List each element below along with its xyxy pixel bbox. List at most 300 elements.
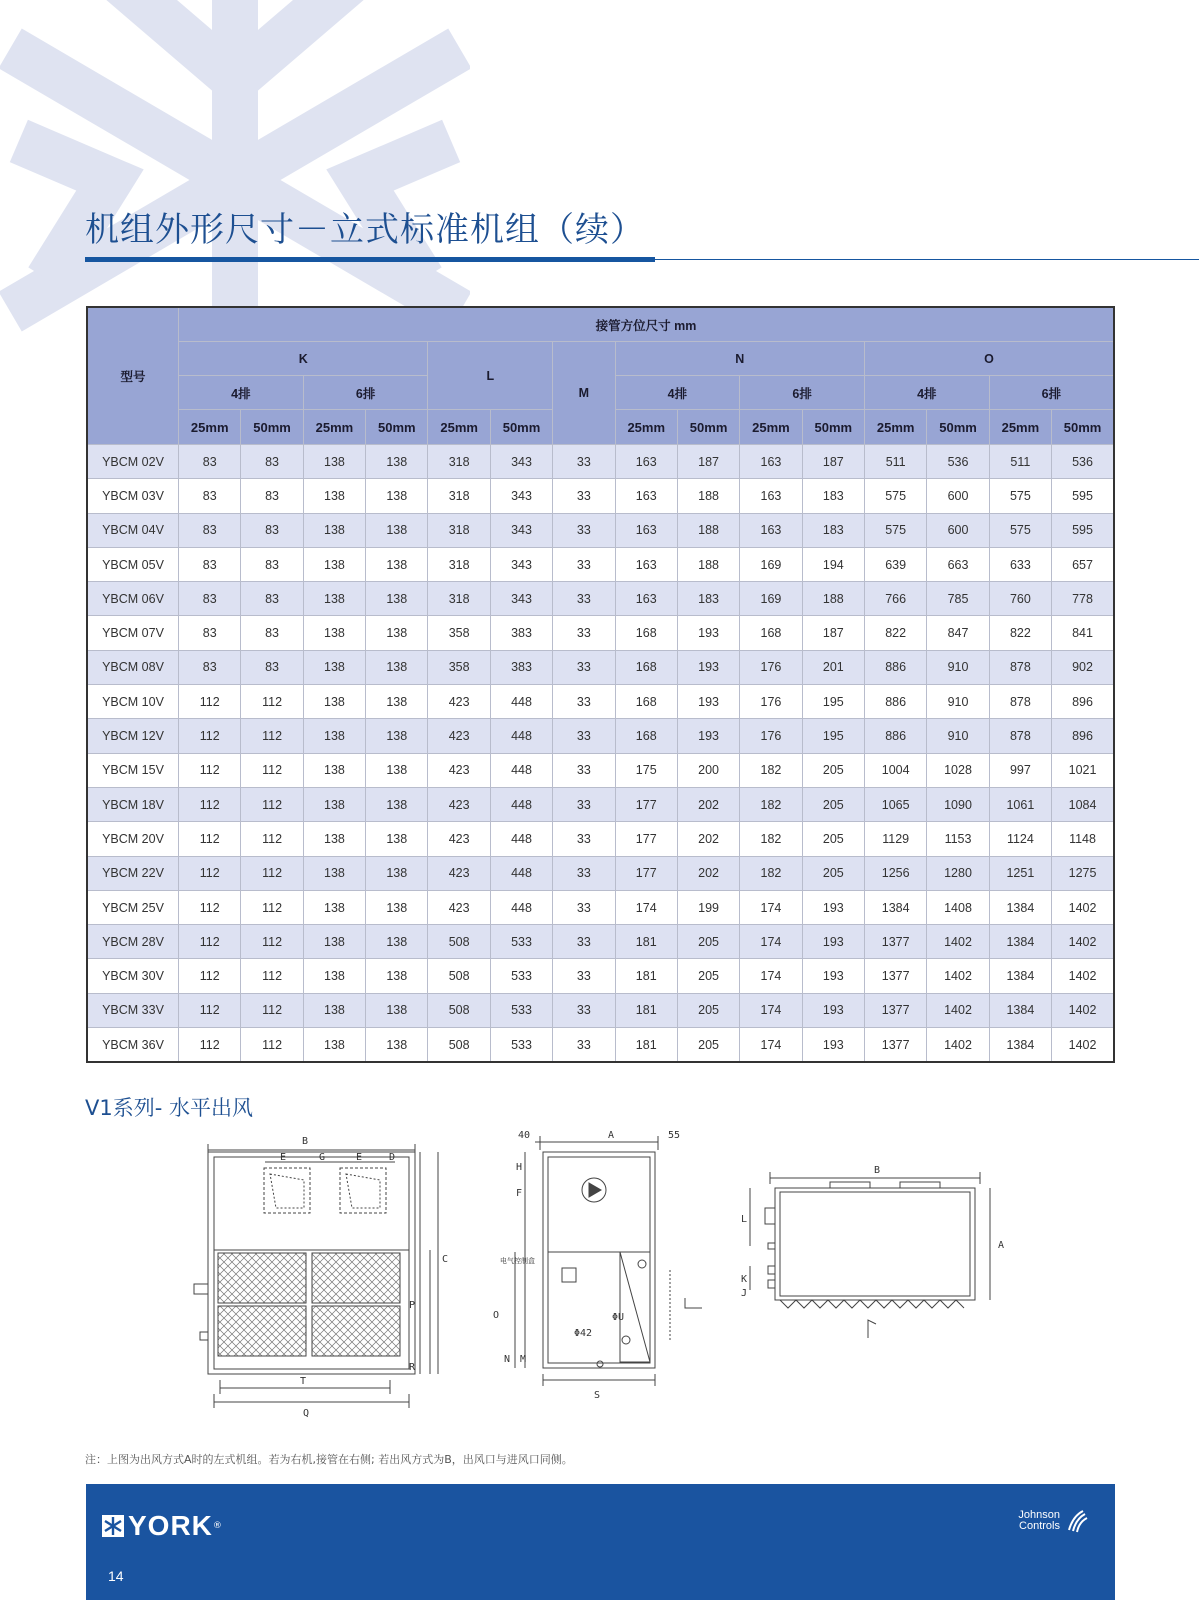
dimension-cell: 138 xyxy=(366,993,428,1027)
model-cell: YBCM 36V xyxy=(87,1028,179,1063)
dimension-cell: 343 xyxy=(490,582,552,616)
dimension-cell: 1402 xyxy=(1052,1028,1114,1063)
dimension-cell: 1402 xyxy=(927,1028,989,1063)
dimension-cell: 182 xyxy=(740,856,802,890)
header-25mm: 25mm xyxy=(428,410,490,445)
dimension-cell: 193 xyxy=(677,685,739,719)
label-f: F xyxy=(516,1188,523,1199)
label-o: O xyxy=(493,1310,500,1321)
dimension-cell: 997 xyxy=(989,753,1051,787)
dimension-cell: 1090 xyxy=(927,787,989,821)
model-cell: YBCM 06V xyxy=(87,582,179,616)
dimension-cell: 138 xyxy=(303,685,365,719)
model-cell: YBCM 18V xyxy=(87,787,179,821)
title-rule-thin xyxy=(655,259,1199,260)
dimension-cell: 83 xyxy=(241,479,303,513)
dimension-cell: 138 xyxy=(303,547,365,581)
header-l: L xyxy=(428,342,553,410)
dimension-cell: 195 xyxy=(802,719,864,753)
dimension-cell: 112 xyxy=(179,822,241,856)
dimension-cell: 183 xyxy=(802,479,864,513)
table-row xyxy=(87,479,1114,513)
dimension-cell: 163 xyxy=(740,445,802,479)
label-a: A xyxy=(608,1130,615,1141)
dimension-drawings xyxy=(180,1130,1040,1450)
dimension-cell: 163 xyxy=(615,513,677,547)
dimension-cell: 1084 xyxy=(1052,787,1114,821)
dimension-cell: 83 xyxy=(241,513,303,547)
dimension-cell: 138 xyxy=(366,582,428,616)
dimension-cell: 1148 xyxy=(1052,822,1114,856)
dimension-cell: 176 xyxy=(740,685,802,719)
table-row xyxy=(87,650,1114,684)
dimension-cell: 174 xyxy=(740,959,802,993)
model-cell: YBCM 25V xyxy=(87,890,179,924)
dimension-cell: 1377 xyxy=(864,993,926,1027)
dimension-cell: 174 xyxy=(740,993,802,1027)
header-o: O xyxy=(864,342,1114,376)
dimension-cell: 138 xyxy=(303,616,365,650)
section-title: V1系列- 水平出风 xyxy=(85,1096,253,1120)
dimension-cell: 33 xyxy=(553,890,615,924)
dimension-cell: 83 xyxy=(179,479,241,513)
dimension-cell: 112 xyxy=(241,959,303,993)
label-s: S xyxy=(594,1390,601,1401)
dimension-cell: 33 xyxy=(553,993,615,1027)
label-g: G xyxy=(319,1152,326,1163)
dimension-cell: 188 xyxy=(677,547,739,581)
dimension-cell: 112 xyxy=(179,856,241,890)
dimension-cell: 83 xyxy=(241,582,303,616)
dimension-cell: 177 xyxy=(615,822,677,856)
dimension-cell: 193 xyxy=(802,890,864,924)
table-row xyxy=(87,547,1114,581)
model-cell: YBCM 07V xyxy=(87,616,179,650)
dimension-cell: 663 xyxy=(927,547,989,581)
dimension-cell: 163 xyxy=(615,547,677,581)
dimension-cell: 205 xyxy=(802,787,864,821)
dimension-cell: 1402 xyxy=(1052,925,1114,959)
dimension-cell: 182 xyxy=(740,787,802,821)
dimension-cell: 1153 xyxy=(927,822,989,856)
dimension-cell: 138 xyxy=(366,822,428,856)
dimension-cell: 169 xyxy=(740,547,802,581)
dimension-cell: 536 xyxy=(1052,445,1114,479)
dimension-cell: 575 xyxy=(989,513,1051,547)
dimension-cell: 358 xyxy=(428,650,490,684)
dimension-cell: 511 xyxy=(989,445,1051,479)
dimension-cell: 183 xyxy=(802,513,864,547)
table-row xyxy=(87,753,1114,787)
dimension-cell: 575 xyxy=(864,513,926,547)
dimension-cell: 533 xyxy=(490,993,552,1027)
dimension-cell: 896 xyxy=(1052,719,1114,753)
dimension-cell: 1021 xyxy=(1052,753,1114,787)
dimension-cell: 83 xyxy=(241,445,303,479)
dimension-cell: 138 xyxy=(366,719,428,753)
model-cell: YBCM 03V xyxy=(87,479,179,513)
dimension-cell: 194 xyxy=(802,547,864,581)
table-row xyxy=(87,445,1114,479)
dimension-cell: 200 xyxy=(677,753,739,787)
dimension-cell: 600 xyxy=(927,479,989,513)
dimension-cell: 760 xyxy=(989,582,1051,616)
label-40: 40 xyxy=(518,1130,531,1141)
dimension-cell: 138 xyxy=(303,582,365,616)
dimension-cell: 138 xyxy=(303,822,365,856)
dimension-cell: 174 xyxy=(740,1028,802,1063)
dimension-cell: 193 xyxy=(802,1028,864,1063)
dimension-cell: 886 xyxy=(864,650,926,684)
dimension-cell: 112 xyxy=(179,719,241,753)
dimension-cell: 138 xyxy=(366,513,428,547)
dimension-cell: 163 xyxy=(740,479,802,513)
dimension-cell: 201 xyxy=(802,650,864,684)
label-m: M xyxy=(520,1354,527,1365)
dimension-cell: 910 xyxy=(927,685,989,719)
dimension-cell: 910 xyxy=(927,719,989,753)
dimension-cell: 174 xyxy=(615,890,677,924)
dimension-cell: 423 xyxy=(428,719,490,753)
dimension-cell: 1402 xyxy=(1052,890,1114,924)
dimension-cell: 83 xyxy=(179,445,241,479)
table-row xyxy=(87,856,1114,890)
header-group: 接管方位尺寸 mm xyxy=(179,307,1114,342)
dimension-cell: 639 xyxy=(864,547,926,581)
dimension-cell: 205 xyxy=(802,753,864,787)
dimension-cell: 83 xyxy=(241,616,303,650)
dimension-cell: 138 xyxy=(366,890,428,924)
dimension-cell: 138 xyxy=(303,890,365,924)
dimension-cell: 195 xyxy=(802,685,864,719)
dimension-cell: 33 xyxy=(553,719,615,753)
dimension-cell: 536 xyxy=(927,445,989,479)
header-o-6rows: 6排 xyxy=(989,376,1114,410)
dimension-cell: 1377 xyxy=(864,1028,926,1063)
dimension-cell: 902 xyxy=(1052,650,1114,684)
dimension-cell: 896 xyxy=(1052,685,1114,719)
dimension-cell: 33 xyxy=(553,959,615,993)
dimension-cell: 600 xyxy=(927,513,989,547)
footnote: 注：上图为出风方式A时的左式机组。若为右机,接管在右侧; 若出风方式为B，出风口与进风口同侧。 xyxy=(85,1453,573,1466)
label-b: B xyxy=(874,1165,881,1176)
dimension-cell: 33 xyxy=(553,582,615,616)
dimension-cell: 112 xyxy=(179,959,241,993)
dimension-cell: 1004 xyxy=(864,753,926,787)
johnson-controls-swirl-icon xyxy=(1063,1508,1089,1534)
header-50mm: 50mm xyxy=(241,410,303,445)
dimension-cell: 138 xyxy=(303,959,365,993)
dimension-cell: 423 xyxy=(428,685,490,719)
dimension-cell: 193 xyxy=(677,616,739,650)
dimensions-table xyxy=(86,306,1115,1063)
dimension-cell: 138 xyxy=(303,993,365,1027)
dimension-cell: 1402 xyxy=(1052,993,1114,1027)
dimension-cell: 533 xyxy=(490,959,552,993)
dimension-cell: 138 xyxy=(303,787,365,821)
label-a: A xyxy=(998,1240,1005,1251)
header-25mm: 25mm xyxy=(864,410,926,445)
dimension-cell: 766 xyxy=(864,582,926,616)
dimension-cell: 508 xyxy=(428,925,490,959)
dimension-cell: 188 xyxy=(677,513,739,547)
dimension-cell: 878 xyxy=(989,650,1051,684)
table-row xyxy=(87,822,1114,856)
dimension-cell: 878 xyxy=(989,719,1051,753)
dimension-cell: 886 xyxy=(864,685,926,719)
dimension-cell: 1256 xyxy=(864,856,926,890)
model-cell: YBCM 30V xyxy=(87,959,179,993)
label-q: Q xyxy=(303,1408,310,1419)
dimension-cell: 83 xyxy=(241,547,303,581)
dimension-cell: 138 xyxy=(303,925,365,959)
table-row xyxy=(87,513,1114,547)
dimension-cell: 193 xyxy=(802,959,864,993)
dimension-cell: 33 xyxy=(553,753,615,787)
dimension-cell: 83 xyxy=(241,650,303,684)
dimension-cell: 138 xyxy=(366,925,428,959)
dimension-cell: 112 xyxy=(179,753,241,787)
model-cell: YBCM 22V xyxy=(87,856,179,890)
dimension-cell: 112 xyxy=(179,685,241,719)
label-l: L xyxy=(741,1214,748,1225)
dimension-cell: 878 xyxy=(989,685,1051,719)
dimension-cell: 423 xyxy=(428,822,490,856)
header-n-6rows: 6排 xyxy=(740,376,865,410)
table-row xyxy=(87,925,1114,959)
dimension-cell: 202 xyxy=(677,822,739,856)
dimension-cell: 202 xyxy=(677,787,739,821)
dimension-cell: 358 xyxy=(428,616,490,650)
page-number: 14 xyxy=(108,1568,124,1584)
dimension-cell: 177 xyxy=(615,856,677,890)
dimension-cell: 199 xyxy=(677,890,739,924)
dimension-cell: 83 xyxy=(179,547,241,581)
dimension-cell: 423 xyxy=(428,753,490,787)
dimension-cell: 1384 xyxy=(989,925,1051,959)
dimension-cell: 112 xyxy=(179,1028,241,1063)
front-view-drawing xyxy=(194,1144,438,1408)
registered-mark: ® xyxy=(212,1521,222,1531)
model-cell: YBCM 33V xyxy=(87,993,179,1027)
label-phi42: Φ42 xyxy=(574,1328,593,1339)
dimension-cell: 533 xyxy=(490,925,552,959)
dimension-cell: 33 xyxy=(553,856,615,890)
dimension-cell: 138 xyxy=(303,513,365,547)
dimension-cell: 448 xyxy=(490,685,552,719)
table-row xyxy=(87,582,1114,616)
dimension-cell: 1280 xyxy=(927,856,989,890)
dimension-cell: 847 xyxy=(927,616,989,650)
header-k-6rows: 6排 xyxy=(303,376,428,410)
header-25mm: 25mm xyxy=(303,410,365,445)
table-row xyxy=(87,890,1114,924)
dimension-cell: 33 xyxy=(553,479,615,513)
dimension-cell: 168 xyxy=(615,616,677,650)
header-50mm: 50mm xyxy=(927,410,989,445)
dimension-cell: 193 xyxy=(802,993,864,1027)
dimension-cell: 633 xyxy=(989,547,1051,581)
header-n: N xyxy=(615,342,864,376)
dimension-cell: 33 xyxy=(553,616,615,650)
dimension-cell: 168 xyxy=(740,616,802,650)
label-e: E xyxy=(280,1152,287,1163)
footer-bar xyxy=(86,1484,1115,1600)
label-h: H xyxy=(516,1162,523,1173)
dimension-cell: 33 xyxy=(553,650,615,684)
dimension-cell: 1402 xyxy=(927,993,989,1027)
dimension-cell: 1408 xyxy=(927,890,989,924)
dimension-cell: 168 xyxy=(615,685,677,719)
side-view-drawing xyxy=(515,1136,702,1386)
dimension-cell: 575 xyxy=(864,479,926,513)
dimension-cell: 1061 xyxy=(989,787,1051,821)
dimension-cell: 181 xyxy=(615,1028,677,1063)
dimension-cell: 182 xyxy=(740,822,802,856)
dimension-cell: 822 xyxy=(989,616,1051,650)
dimension-cell: 163 xyxy=(615,445,677,479)
model-cell: YBCM 10V xyxy=(87,685,179,719)
dimension-cell: 511 xyxy=(864,445,926,479)
dimension-cell: 822 xyxy=(864,616,926,650)
dimension-cell: 343 xyxy=(490,513,552,547)
dimension-cell: 508 xyxy=(428,959,490,993)
page-title: 机组外形尺寸－立式标准机组（续） xyxy=(85,210,645,250)
dimension-cell: 423 xyxy=(428,856,490,890)
dimension-cell: 33 xyxy=(553,1028,615,1063)
dimension-cell: 112 xyxy=(179,890,241,924)
dimension-cell: 138 xyxy=(366,445,428,479)
dimension-cell: 187 xyxy=(802,445,864,479)
dimension-cell: 1124 xyxy=(989,822,1051,856)
dimension-cell: 168 xyxy=(615,650,677,684)
dimension-cell: 1028 xyxy=(927,753,989,787)
label-55: 55 xyxy=(668,1130,681,1141)
dimension-cell: 1275 xyxy=(1052,856,1114,890)
header-50mm: 50mm xyxy=(490,410,552,445)
dimension-cell: 205 xyxy=(677,959,739,993)
york-wordmark: YORK xyxy=(128,1510,213,1541)
dimension-cell: 138 xyxy=(366,1028,428,1063)
header-50mm: 50mm xyxy=(802,410,864,445)
table-row xyxy=(87,616,1114,650)
dimension-cell: 1402 xyxy=(1052,959,1114,993)
dimension-cell: 138 xyxy=(303,479,365,513)
dimension-cell: 112 xyxy=(241,856,303,890)
label-j: J xyxy=(741,1288,748,1299)
dimension-cell: 1251 xyxy=(989,856,1051,890)
table-body xyxy=(87,445,1114,1063)
dimension-cell: 423 xyxy=(428,787,490,821)
dimension-cell: 1065 xyxy=(864,787,926,821)
label-c: C xyxy=(442,1254,449,1265)
dimension-cell: 657 xyxy=(1052,547,1114,581)
dimension-cell: 841 xyxy=(1052,616,1114,650)
dimension-cell: 448 xyxy=(490,787,552,821)
dimension-cell: 183 xyxy=(677,582,739,616)
header-25mm: 25mm xyxy=(740,410,802,445)
dimension-cell: 181 xyxy=(615,959,677,993)
dimension-cell: 112 xyxy=(241,925,303,959)
dimension-cell: 1402 xyxy=(927,959,989,993)
dimension-cell: 112 xyxy=(241,1028,303,1063)
dimension-cell: 181 xyxy=(615,993,677,1027)
dimension-cell: 318 xyxy=(428,547,490,581)
header-25mm: 25mm xyxy=(179,410,241,445)
dimension-cell: 188 xyxy=(802,582,864,616)
dimension-cell: 383 xyxy=(490,650,552,684)
dimension-cell: 1402 xyxy=(927,925,989,959)
header-k-4rows: 4排 xyxy=(179,376,304,410)
model-cell: YBCM 08V xyxy=(87,650,179,684)
dimension-cell: 187 xyxy=(677,445,739,479)
dimension-cell: 575 xyxy=(989,479,1051,513)
header-k: K xyxy=(179,342,428,376)
table-row xyxy=(87,719,1114,753)
dimension-cell: 205 xyxy=(802,856,864,890)
johnson-controls-line2: Controls xyxy=(1019,1520,1060,1532)
dimension-cell: 187 xyxy=(802,616,864,650)
dimension-cell: 886 xyxy=(864,719,926,753)
label-e: E xyxy=(356,1152,363,1163)
dimension-cell: 205 xyxy=(677,993,739,1027)
dimension-cell: 1384 xyxy=(864,890,926,924)
dimension-cell: 448 xyxy=(490,822,552,856)
dimension-cell: 343 xyxy=(490,479,552,513)
dimension-cell: 423 xyxy=(428,890,490,924)
dimension-cell: 138 xyxy=(366,685,428,719)
dimension-cell: 318 xyxy=(428,513,490,547)
dimension-cell: 83 xyxy=(179,650,241,684)
header-25mm: 25mm xyxy=(615,410,677,445)
dimension-cell: 177 xyxy=(615,787,677,821)
dimension-cell: 112 xyxy=(241,822,303,856)
dimension-cell: 778 xyxy=(1052,582,1114,616)
dimension-cell: 112 xyxy=(179,925,241,959)
label-phi-u: ΦU xyxy=(612,1312,625,1323)
dimension-cell: 202 xyxy=(677,856,739,890)
dimension-cell: 138 xyxy=(366,959,428,993)
dimension-cell: 112 xyxy=(179,787,241,821)
header-n-4rows: 4排 xyxy=(615,376,740,410)
label-k: K xyxy=(741,1274,748,1285)
dimension-cell: 595 xyxy=(1052,513,1114,547)
york-logo xyxy=(102,1510,222,1542)
model-cell: YBCM 04V xyxy=(87,513,179,547)
dimension-cell: 785 xyxy=(927,582,989,616)
dimension-cell: 343 xyxy=(490,547,552,581)
dimension-cell: 175 xyxy=(615,753,677,787)
dimension-cell: 138 xyxy=(366,479,428,513)
dimension-cell: 33 xyxy=(553,822,615,856)
dimension-cell: 83 xyxy=(179,582,241,616)
dimension-cell: 83 xyxy=(179,513,241,547)
dimension-cell: 343 xyxy=(490,445,552,479)
dimension-cell: 318 xyxy=(428,445,490,479)
dimension-cell: 138 xyxy=(303,753,365,787)
label-n: N xyxy=(504,1354,511,1365)
dimension-cell: 176 xyxy=(740,719,802,753)
header-25mm: 25mm xyxy=(989,410,1051,445)
label-p: P xyxy=(409,1300,416,1311)
title-rule xyxy=(85,257,655,262)
dimension-cell: 595 xyxy=(1052,479,1114,513)
johnson-controls-logo xyxy=(1018,1508,1089,1534)
dimension-cell: 33 xyxy=(553,787,615,821)
dimension-cell: 193 xyxy=(677,719,739,753)
dimension-cell: 176 xyxy=(740,650,802,684)
dimension-cell: 163 xyxy=(740,513,802,547)
